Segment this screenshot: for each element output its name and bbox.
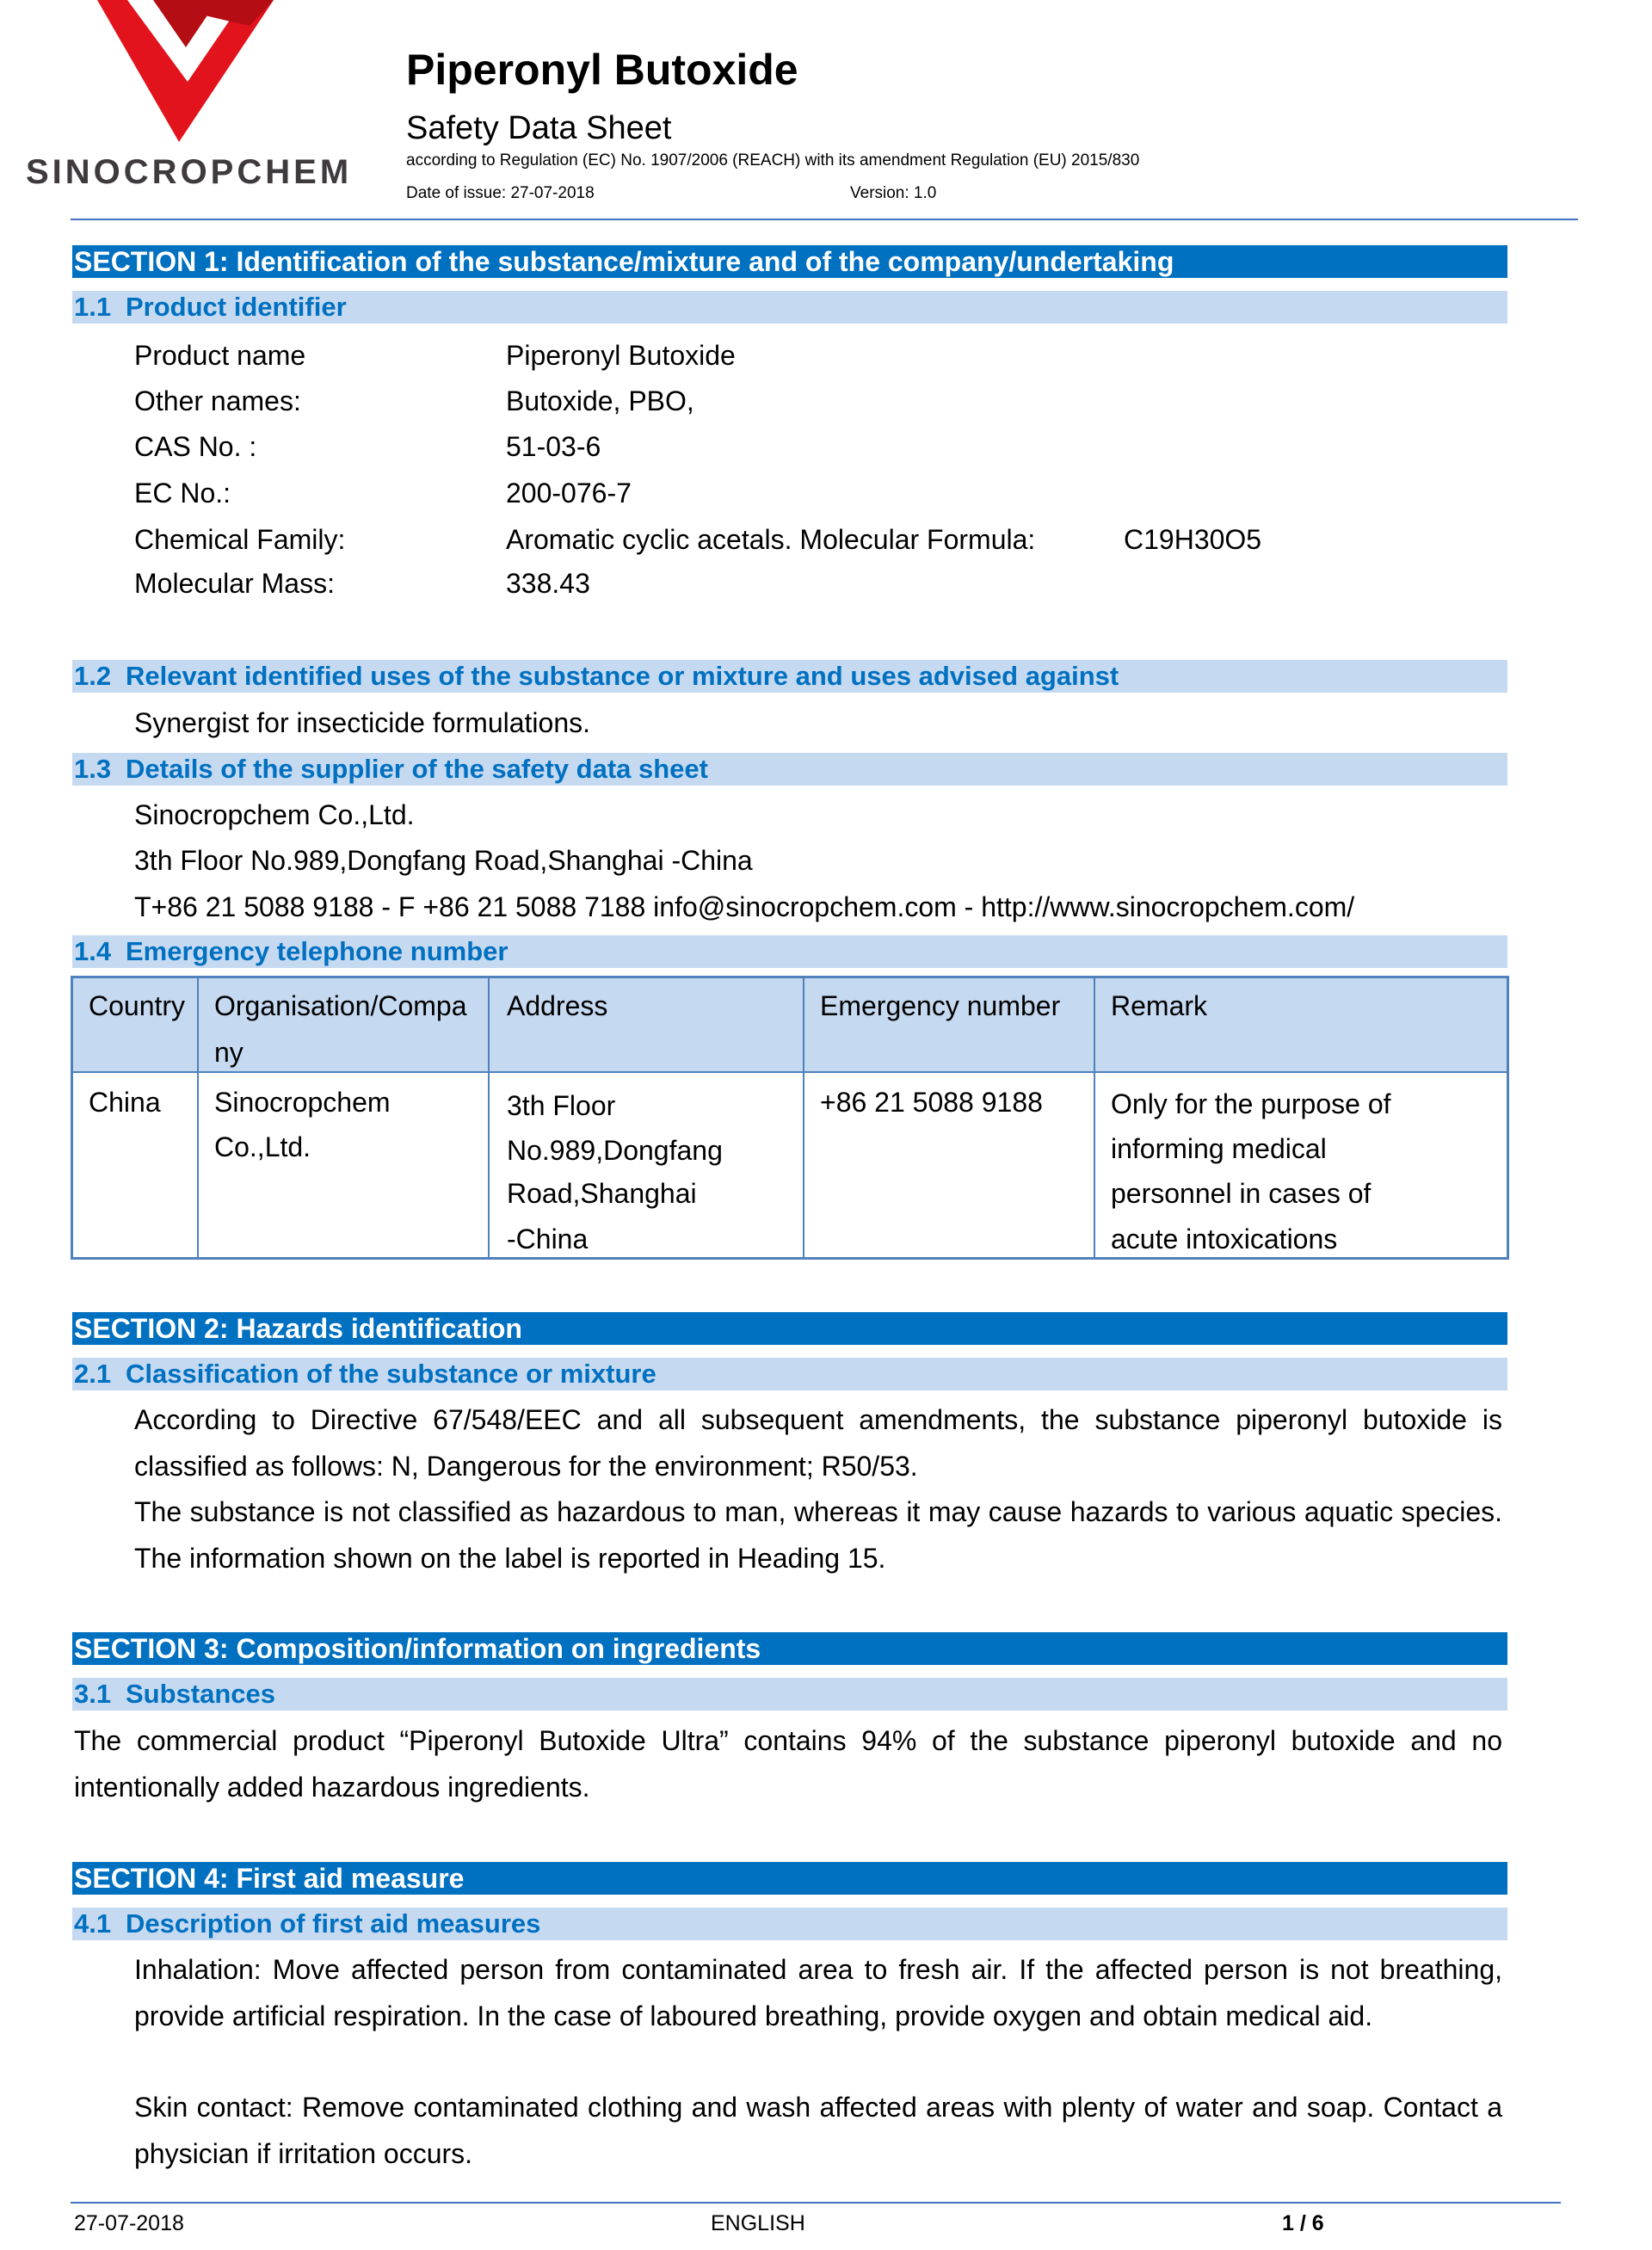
table-column-divider [197, 978, 199, 1257]
subsection-1-3 [72, 753, 1507, 786]
table-cell-remark: Only for the purpose of [1111, 1088, 1391, 1119]
table-cell-remark: personnel in cases of [1111, 1178, 1372, 1209]
subsection-number: 1.3 [74, 754, 112, 784]
identifier-label: Product name [134, 340, 306, 371]
section-1-heading: SECTION 1: Identification of the substance/mixture and of the company/undertaking [72, 245, 1507, 278]
subsection-title: Details of the supplier of the safety data sheet [126, 754, 708, 784]
table-cell-address: Road,Shanghai [507, 1178, 697, 1209]
table-cell-address: 3th Floor [507, 1090, 616, 1121]
table-cell-address: No.989,Dongfang [507, 1135, 723, 1166]
table-cell-country: China [89, 1087, 161, 1118]
table-header-emergency: Emergency number [820, 990, 1061, 1021]
table-header-organisation: Organisation/Compa [214, 990, 467, 1021]
supplier-address: 3th Floor No.989,Dongfang Road,Shanghai -China [134, 845, 753, 876]
table-cell-emergency-number: +86 21 5088 9188 [820, 1087, 1043, 1118]
subsection-number: 3.1 [74, 1679, 112, 1709]
subsection-4-1 [72, 1908, 1507, 1940]
subsection-1-4 [72, 935, 1507, 968]
footer-page-number: 1 / 6 [1282, 2211, 1324, 2235]
regulation-note: according to Regulation (EC) No. 1907/2006 (REACH) with its amendment Regulation (EU) 2015/830 [406, 151, 1140, 170]
emergency-table [71, 976, 1509, 1260]
section-3-heading: SECTION 3: Composition/information on ingredients [72, 1632, 1507, 1665]
subsection-title: Classification of the substance or mixture [126, 1359, 656, 1389]
hazard-classification-text: According to Directive 67/548/EEC and all subsequent amendments, the substance piperonyl butoxide is classified as follows: N, Dangerous for the environment; R50/53. [134, 1404, 1502, 1482]
identifier-label: EC No.: [134, 478, 231, 509]
table-cell-organisation: Co.,Ltd. [214, 1131, 311, 1162]
document-subtitle: Safety Data Sheet [406, 110, 672, 146]
footer-language: ENGLISH [711, 2211, 805, 2235]
version: Version: 1.0 [850, 184, 937, 202]
subsection-title: Relevant identified uses of the substance or mixture and uses advised against [126, 661, 1119, 691]
table-header-address: Address [507, 990, 608, 1021]
table-header-organisation-wrap: ny [214, 1037, 243, 1068]
table-cell-address: -China [507, 1224, 589, 1254]
subsection-number: 1.1 [74, 292, 112, 322]
identifier-value: 200-076-7 [506, 478, 632, 509]
identifier-label: Molecular Mass: [134, 568, 335, 599]
table-header-country: Country [89, 990, 186, 1021]
date-of-issue: Date of issue: 27-07-2018 [406, 184, 595, 202]
subsection-number: 1.2 [74, 661, 112, 691]
table-row-divider [73, 1071, 1507, 1073]
subsection-title: Description of first aid measures [126, 1908, 541, 1939]
first-aid-skin-contact: Skin contact: Remove contaminated clothing and wash affected areas with plenty of water and soap. Contact a physician if irritation occurs. [134, 2092, 1502, 2169]
subsection-title: Substances [126, 1679, 276, 1709]
table-cell-remark: informing medical [1111, 1133, 1327, 1164]
identifier-label: Chemical Family: [134, 524, 346, 555]
identifier-value: Piperonyl Butoxide [506, 340, 736, 371]
identifier-value: Aromatic cyclic acetals. Molecular Formula: [506, 524, 1036, 555]
hazard-classification-text: The substance is not classified as hazardous to man, whereas it may cause hazards to various aquatic species. The information shown on the label is reported in Heading 15. [134, 1496, 1502, 1574]
subsection-1-2 [72, 660, 1507, 693]
identifier-value: 338.43 [506, 568, 590, 599]
table-cell-organisation: Sinocropchem [214, 1087, 391, 1118]
footer-divider [71, 2202, 1561, 2204]
subsection-title: Emergency telephone number [126, 936, 509, 966]
subsection-number: 4.1 [74, 1908, 112, 1939]
first-aid-inhalation: Inhalation: Move affected person from contaminated area to fresh air. If the affected person is not breathing, provide artificial respiration. In the case of laboured breathing, provide oxygen and obtain medical aid. [134, 1954, 1502, 2031]
table-header-remark: Remark [1111, 990, 1208, 1021]
identifier-label: Other names: [134, 385, 301, 416]
subsection-number: 1.4 [74, 936, 112, 966]
table-column-divider [488, 978, 490, 1257]
brand-name: SINOCROPCHEM [26, 153, 353, 191]
section-2-heading: SECTION 2: Hazards identification [72, 1312, 1507, 1345]
subsection-2-1 [72, 1358, 1507, 1390]
molecular-formula: C19H30O5 [1124, 524, 1262, 555]
footer-date: 27-07-2018 [74, 2211, 184, 2235]
table-cell-remark: acute intoxications [1111, 1224, 1338, 1254]
identifier-value: Butoxide, PBO, [506, 385, 694, 416]
subsection-3-1 [72, 1678, 1507, 1711]
identified-uses: Synergist for insecticide formulations. [134, 707, 590, 738]
header-divider [71, 219, 1578, 220]
composition-text: The commercial product “Piperonyl Butoxide Ultra” contains 94% of the substance piperonyl butoxide and no intentionally added hazardous ingredients. [74, 1725, 1502, 1803]
supplier-contact: T+86 21 5088 9188 - F +86 21 5088 7188 info@sinocropchem.com - http://www.sinocropchem.com/ [134, 891, 1355, 922]
table-column-divider [803, 978, 804, 1257]
subsection-number: 2.1 [74, 1359, 112, 1389]
document-title: Piperonyl Butoxide [406, 46, 798, 94]
section-4-heading: SECTION 4: First aid measure [72, 1862, 1507, 1895]
identifier-label: CAS No. : [134, 431, 257, 462]
supplier-name: Sinocropchem Co.,Ltd. [134, 799, 415, 830]
subsection-title: Product identifier [126, 292, 347, 322]
table-column-divider [1094, 978, 1095, 1257]
subsection-1-1 [72, 291, 1507, 324]
identifier-value: 51-03-6 [506, 431, 601, 462]
